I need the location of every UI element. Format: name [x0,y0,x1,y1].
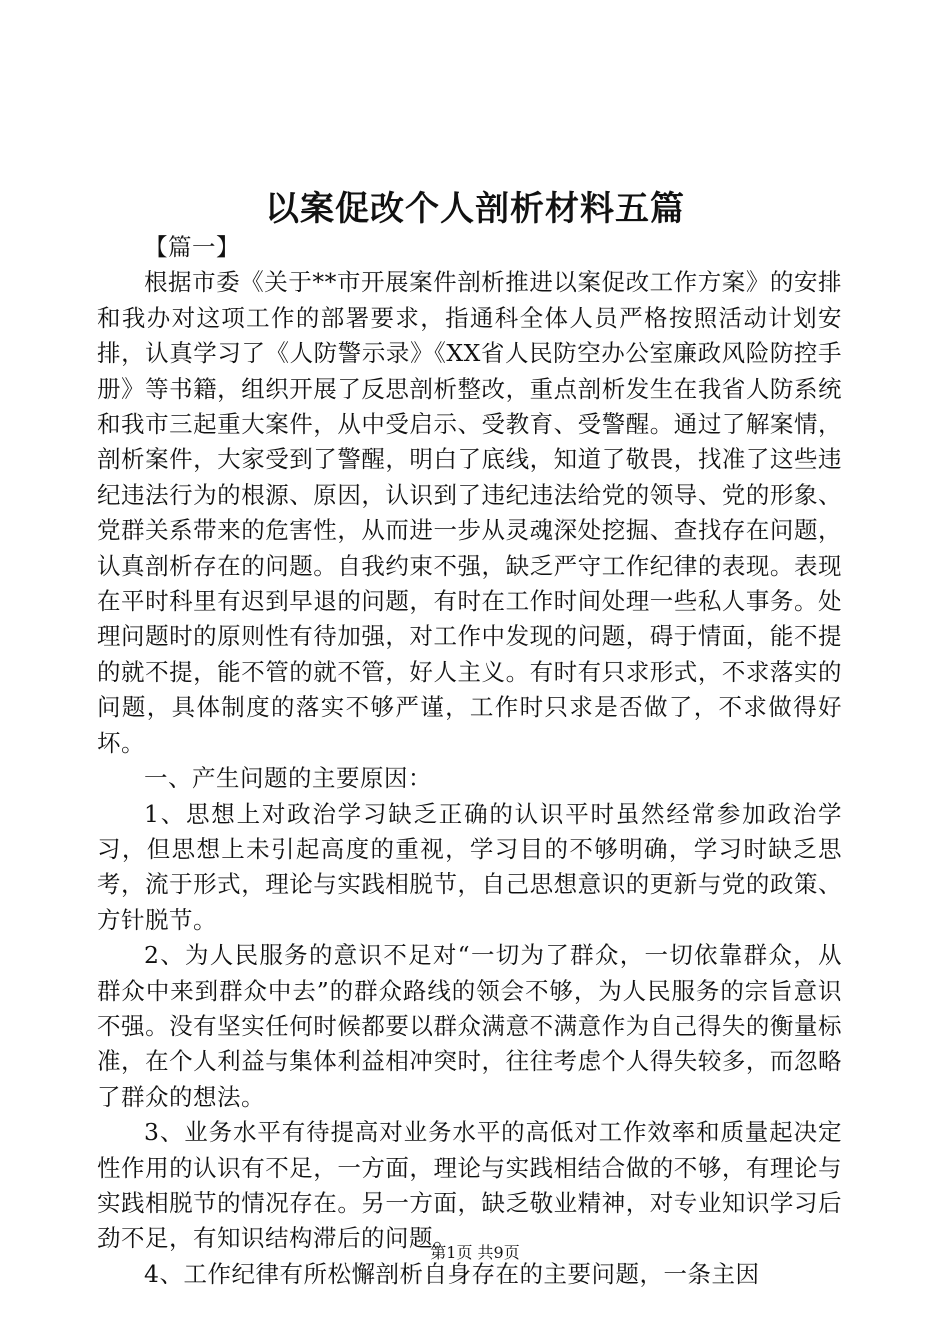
page-footer: 第1页 共9页 [430,1243,520,1262]
paragraph-cause-1: 1、思想上对政治学习缺乏正确的认识平时虽然经常参加政治学习，但思想上未引起高度的重视，学习目的不够明确，学习时缺乏思考，流于形式，理论与实践相脱节，自己思想意识的更新与党的政策、方针脱节。 [97,799,842,934]
section-heading-causes: 一、产生问题的主要原因： [144,764,432,793]
paragraph-cause-2: 2、为人民服务的意识不足对“一切为了群众，一切依靠群众，从群众中来到群众中去”的群众路线的领会不够，为人民服务的宗旨意识不强。没有坚实任何时候都要以群众满意不满意作为自己得失的衡量标准，在个人利益与集体利益相冲突时，往往考虑个人得失较多，而忽略了群众的想法。 [97,941,842,1111]
document-title: 以案促改个人剖析材料五篇 [265,189,685,229]
section-label: 【篇一】 [144,233,240,261]
document-body [97,230,842,1292]
paragraph-cause-4: 4、工作纪律有所松懈剖析自身存在的主要问题，一条主因 [144,1259,760,1288]
paragraph-intro: 根据市委《关于**市开展案件剖析推进以案促改工作方案》的安排和我办对这项工作的部署要求，指通科全体人员严格按照活动计划安排，认真学习了《人防警示录》《XX省人民防空办公室廉政风险防控手册》等书籍，组织开展了反思剖析整改，重点剖析发生在我省人防系统和我市三起重大案件，从中受启示、受教育、受警醒。通过了解案情，剖析案件，大家受到了警醒，明白了底线，知道了敬畏，找准了这些违纪违法行为的根源、原因，认识到了违纪违法给党的领导、党的形象、党群关系带来的危害性，从而进一步从灵魂深处挖掘、查找存在问题，认真剖析存在的问题。自我约束不强，缺乏严守工作纪律的表现。表现在平时科里有迟到早退的问题，有时在工作时间处理一些私人事务。处理问题时的原则性有待加强，对工作中发现的问题，碍于情面，能不提的就不提，能不管的就不管，好人主义。有时有只求形式，不求落实的问题，具体制度的落实不够严谨，工作时只求是否做了，不求做得好坏。 [97,268,842,757]
paragraph-cause-3: 3、业务水平有待提高对业务水平的高低对工作效率和质量起决定性作用的认识有不足，一方面，理论与实践相结合做的不够，有理论与实践相脱节的情况存在。另一方面，缺乏敬业精神，对专业知识学习后劲不足，有知识结构滞后的问题。 [97,1118,842,1253]
